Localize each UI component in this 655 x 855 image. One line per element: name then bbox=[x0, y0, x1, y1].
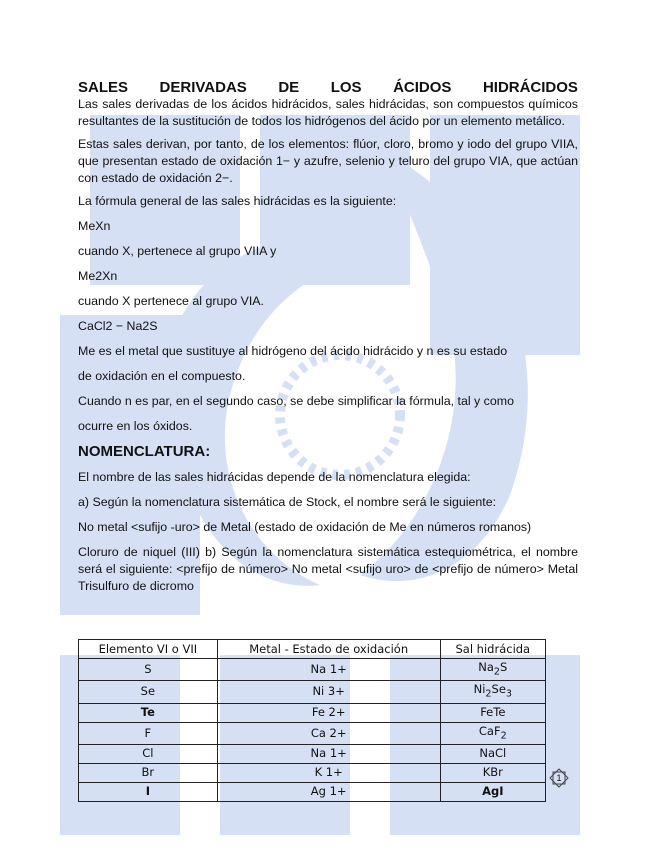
cell-salt: KBr bbox=[440, 763, 545, 782]
table-row bbox=[79, 659, 546, 681]
column-header-metal: Metal - Estado de oxidación bbox=[217, 640, 440, 659]
paragraph-stock: a) Según la nomenclatura sistemática de Stock, el nombre será le siguiente: bbox=[78, 495, 497, 509]
paragraph-stoichiometric: Cloruro de niquel (III) b) Según la nomenclatura sistemática estequiométrica, el nombre será el siguiente: <prefijo de número> No metal <sufijo uro> de <prefijo de número> Metal Trisulfuro de dicromo bbox=[78, 545, 578, 593]
cell-element: Se bbox=[79, 681, 218, 703]
cell-salt: FeTe bbox=[440, 703, 545, 722]
title-word: LOS bbox=[330, 79, 362, 96]
cell-salt: $Ni_2Se_3$ bbox=[440, 681, 545, 703]
paragraph-nomenclature-intro: El nombre de las sales hidrácidas depende de la nomenclatura elegida: bbox=[78, 470, 471, 484]
table-header-row bbox=[79, 640, 546, 659]
cell-element: Cl bbox=[79, 744, 218, 763]
cell-salt: AgI bbox=[440, 782, 545, 801]
table-row bbox=[79, 763, 546, 782]
formula-example: CaCl2 − Na2S bbox=[78, 319, 158, 333]
cell-metal: Na 1+ bbox=[217, 744, 440, 763]
paragraph-simplify-cont: ocurre en los óxidos. bbox=[78, 419, 193, 433]
table-row bbox=[79, 681, 546, 703]
column-header-element: Elemento VI o VII bbox=[79, 640, 218, 659]
cell-salt: CaF$_2$ bbox=[440, 722, 545, 744]
salts-table bbox=[78, 639, 546, 802]
formula-mexn: MeXn bbox=[78, 219, 111, 233]
title-word: SALES bbox=[78, 79, 129, 96]
cell-metal: Ca 2+ bbox=[217, 722, 440, 744]
paragraph-derivation: Estas sales derivan, por tanto, de los elementos: flúor, cloro, bromo y iodo del grupo VIIA, que presentan estado de oxidación 1− y azufre, selenio y teluro del grupo VIA, que actúan con estado de oxidación 2−. bbox=[78, 137, 578, 185]
paragraph-simplify: Cuando n es par, en el segundo caso, se debe simplificar la fórmula, tal y como bbox=[78, 394, 514, 408]
page-number: 1 bbox=[556, 773, 562, 783]
cell-element: F bbox=[79, 722, 218, 744]
section-heading-nomenclatura: NOMENCLATURA: bbox=[78, 443, 211, 460]
page-number-badge bbox=[549, 768, 569, 788]
cell-element: Te bbox=[79, 703, 218, 722]
paragraph-group-viia: cuando X, pertenece al grupo VIIA y bbox=[78, 244, 277, 258]
page-title bbox=[78, 79, 578, 96]
formula-me2xn: Me2Xn bbox=[78, 269, 118, 283]
cell-metal: Ag 1+ bbox=[217, 782, 440, 801]
paragraph-intro: Las sales derivadas de los ácidos hidrácidos, sales hidrácidas, son compuestos químicos resultantes de la sustitución de todos los hidrógenos del ácido por un elemento metálico. bbox=[78, 97, 578, 128]
cell-element: S bbox=[79, 659, 218, 681]
cell-salt: NaCl bbox=[440, 744, 545, 763]
paragraph-formula-intro: La fórmula general de las sales hidrácidas es la siguiente: bbox=[78, 194, 397, 208]
cell-element: Br bbox=[79, 763, 218, 782]
title-word: HIDRÁCIDOS bbox=[482, 79, 578, 96]
cell-metal: Fe 2+ bbox=[217, 703, 440, 722]
column-header-salt: Sal hidrácida bbox=[440, 640, 545, 659]
table-row bbox=[79, 703, 546, 722]
cell-salt: $Na_2S$ bbox=[440, 659, 545, 681]
paragraph-stock-pattern: No metal <sufijo -uro> de Metal (estado de oxidación de Me en números romanos) bbox=[78, 520, 532, 534]
cell-element: I bbox=[79, 782, 218, 801]
paragraph-metal-def: Me es el metal que sustituye al hidrógeno del ácido hidrácido y n es su estado bbox=[78, 344, 508, 358]
table-row bbox=[79, 782, 546, 801]
cell-metal: Ni 3+ bbox=[217, 681, 440, 703]
cell-metal: Na 1+ bbox=[217, 659, 440, 681]
title-word: DE bbox=[278, 79, 300, 96]
title-word: ÁCIDOS bbox=[393, 79, 452, 96]
table-row bbox=[79, 722, 546, 744]
cell-metal: K 1+ bbox=[217, 763, 440, 782]
title-word: DERIVADAS bbox=[159, 79, 247, 96]
document-body bbox=[78, 79, 578, 595]
paragraph-metal-def-cont: de oxidación en el compuesto. bbox=[78, 369, 246, 383]
table-row bbox=[79, 744, 546, 763]
paragraph-group-via: cuando X pertenece al grupo VIA. bbox=[78, 294, 264, 308]
